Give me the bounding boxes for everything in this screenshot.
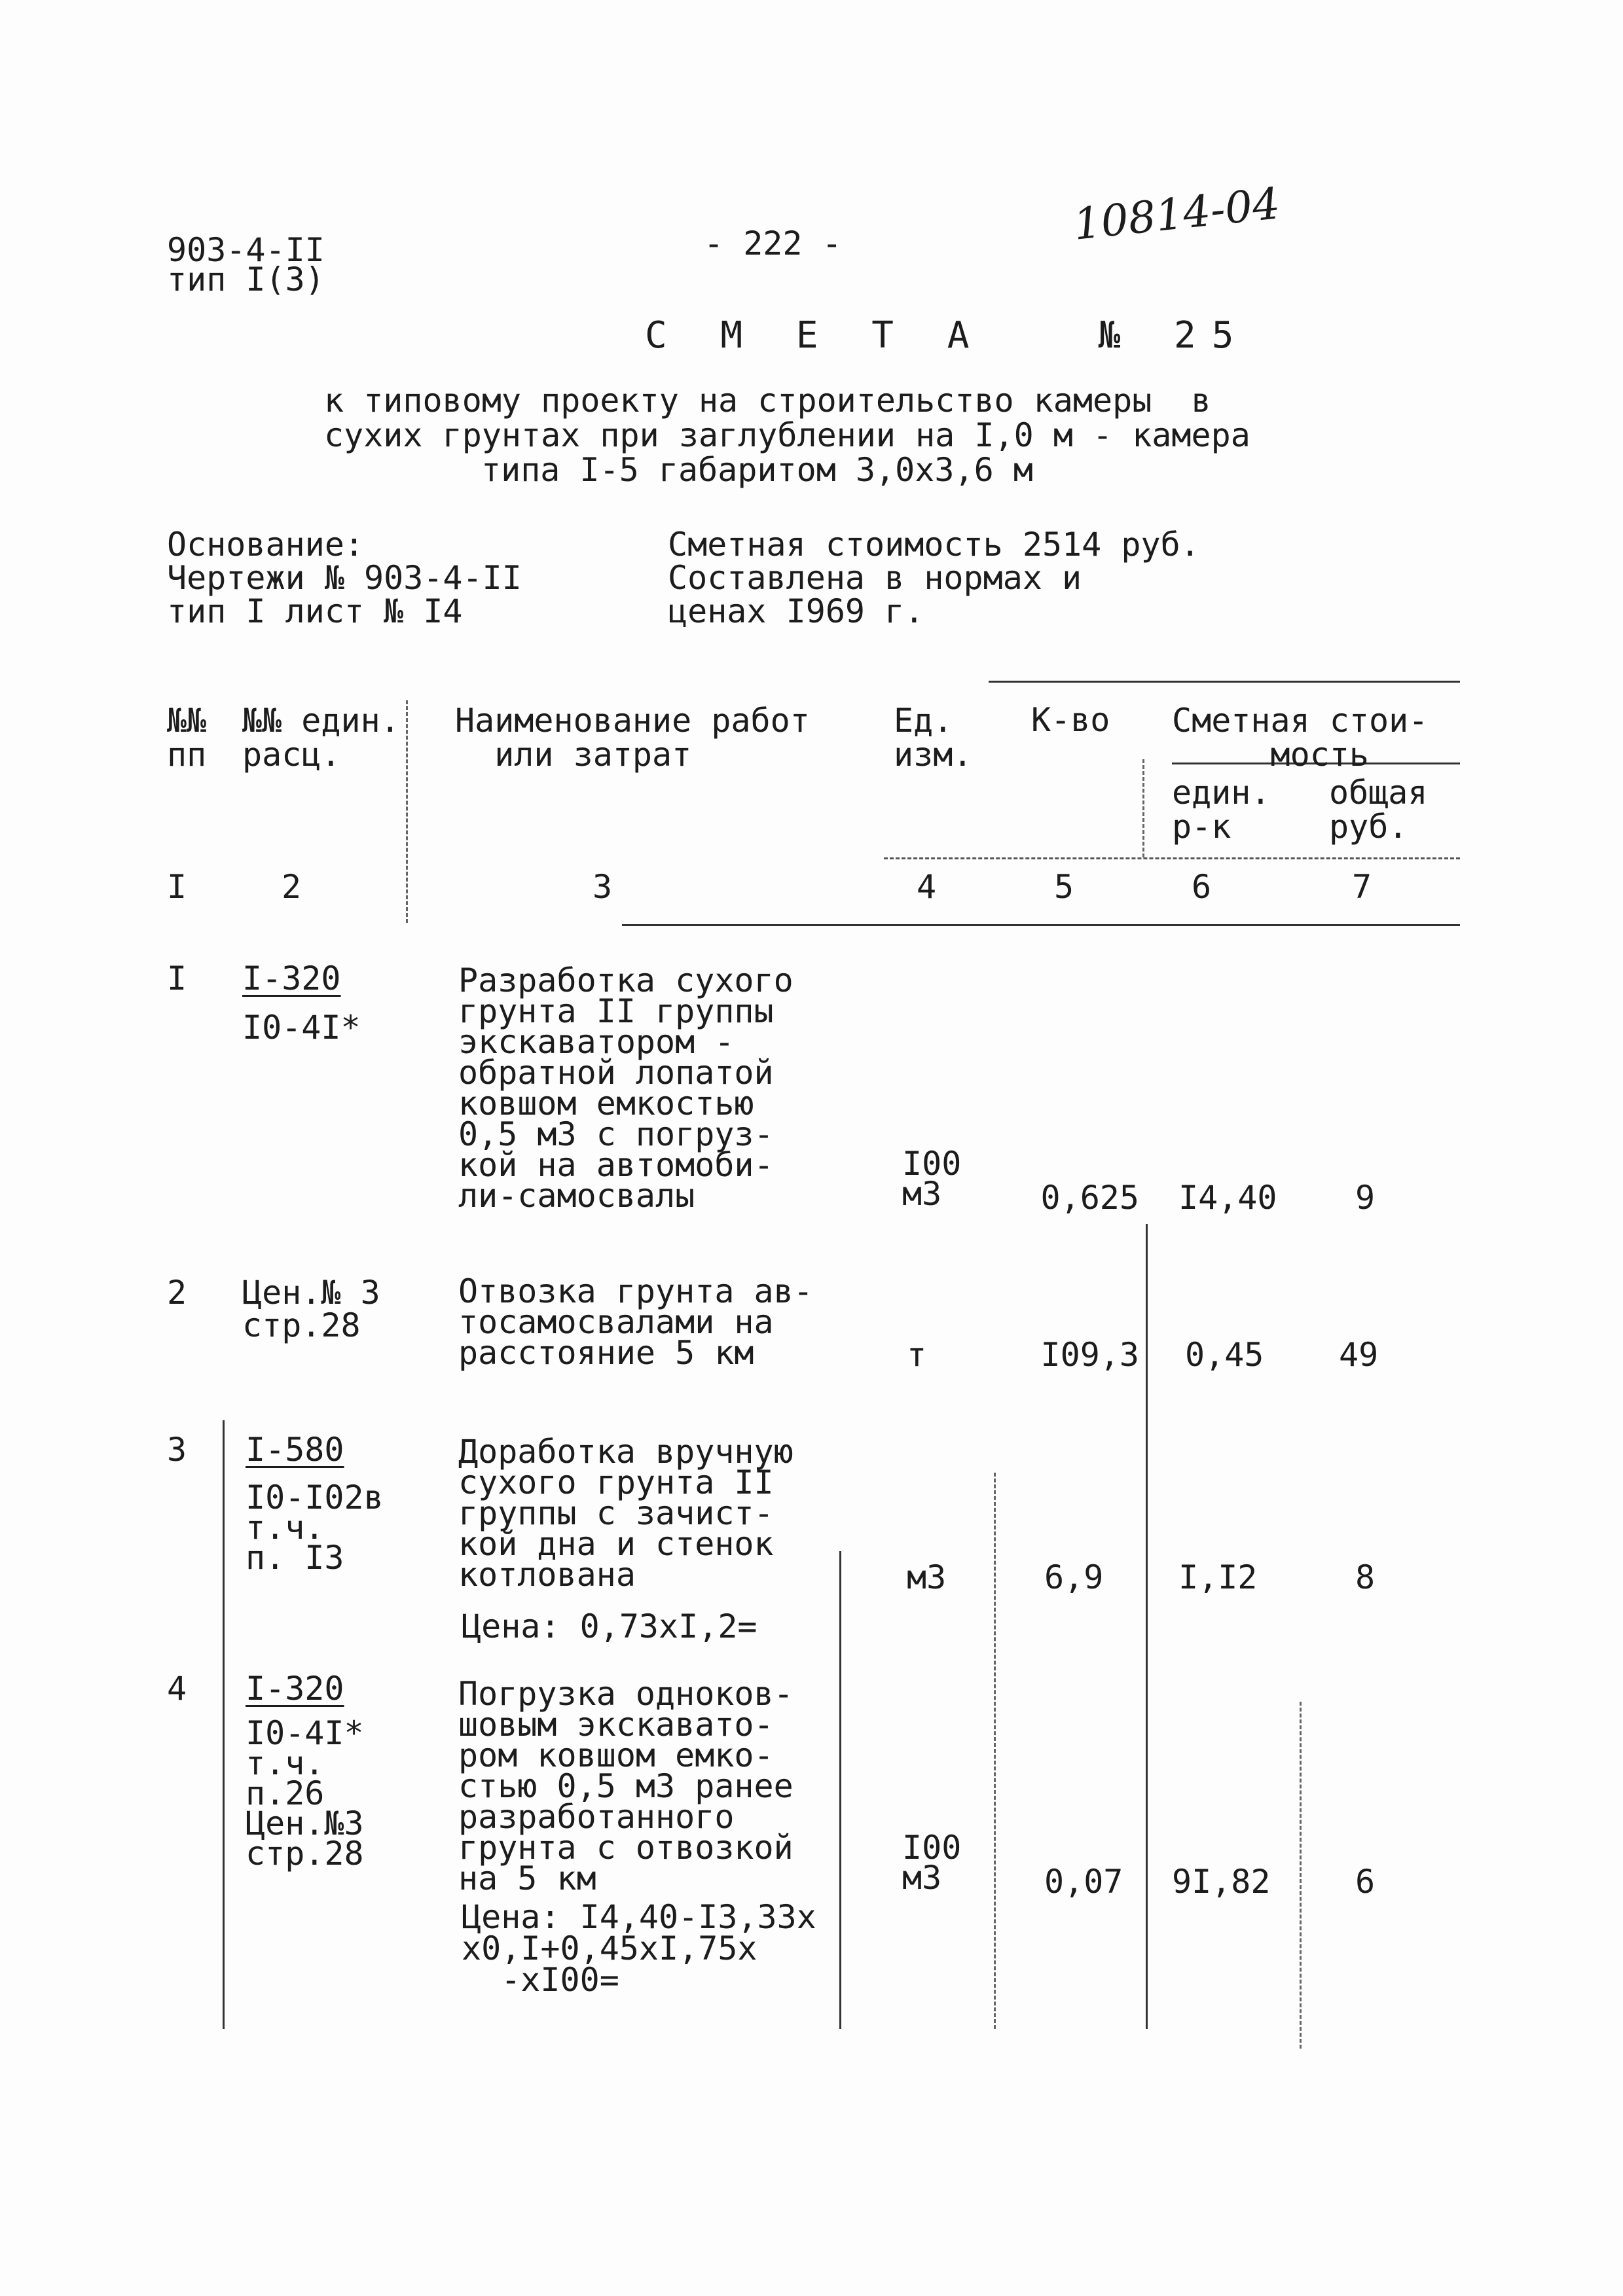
subtitle-line-2: сухих грунтах при заглублении на I,0 м - камера — [324, 416, 1250, 454]
col-header-name: Наименование работ или затрат — [455, 702, 810, 774]
qty-column-line — [1146, 1224, 1148, 2029]
col-number-2: 2 — [282, 868, 302, 906]
col-number-7: 7 — [1352, 868, 1372, 906]
row-1-unit-price: I4,40 — [1178, 1179, 1277, 1217]
row-2-name: Отвозка грунта ав- тосамосвалами на расстояние 5 км — [458, 1272, 813, 1372]
subtitle-line-1: к типовому проекту на строительство камеры в — [324, 382, 1211, 420]
row-4-name: Погрузка одноков- шовым экскавато- ром ковшом емко- стью 0,5 м3 ранее разработанного грунта с отвозкой на 5 км — [458, 1675, 793, 1897]
col-header-total: общая руб. — [1329, 774, 1428, 846]
col-number-3: 3 — [593, 868, 613, 906]
col-header-unit: Ед. изм. — [894, 702, 973, 774]
col-header-cost: Сметная стои- мость — [1172, 702, 1429, 774]
row-2-unit-price: 0,45 — [1185, 1336, 1264, 1374]
row-1-code-detail: I0-4I* — [242, 1009, 361, 1047]
row-3-code: I-580 — [246, 1431, 344, 1469]
prices-year: ценах I969 г. — [668, 592, 924, 630]
basis-drawings: Чертежи № 903-4-II — [167, 559, 522, 597]
col-number-5: 5 — [1054, 868, 1074, 906]
col-number-1: I — [167, 868, 187, 906]
row-3-price-note: Цена: 0,73хI,2= — [462, 1607, 757, 1645]
row-1-number: I — [167, 960, 187, 997]
row-2-quantity: I09,3 — [1040, 1336, 1139, 1374]
row-4-unit: I00 м3 — [902, 1829, 962, 1897]
handwritten-number: 10814-04 — [1070, 178, 1283, 250]
row-4-unit-price: 9I,82 — [1172, 1863, 1271, 1901]
row-4-code-detail: I0-4I* т.ч. п.26 Цен.№3 стр.28 — [246, 1714, 364, 1873]
row-4-code: I-320 — [246, 1670, 344, 1708]
col-header-num: №№ пп — [167, 702, 207, 774]
row-2-code-detail: стр.28 — [242, 1306, 361, 1344]
row-4-number: 4 — [167, 1670, 187, 1708]
unit-column-line — [994, 1473, 996, 2029]
col-header-qty: К-во — [1031, 701, 1110, 739]
row-2-unit: т — [907, 1336, 927, 1374]
row-3-unit-price: I,I2 — [1178, 1558, 1258, 1596]
estimated-cost: Сметная стоимость 2514 руб. — [668, 526, 1200, 564]
norms-note: Составлена в нормах и — [668, 559, 1082, 597]
row-2-total: 49 — [1339, 1336, 1379, 1374]
basis-label: Основание: — [167, 526, 365, 564]
left-vertical-line — [223, 1420, 225, 2029]
subtitle-line-3: типа I-5 габаритом 3,0х3,6 м — [481, 451, 1033, 489]
document-code: 903-4-II — [167, 231, 325, 269]
row-1-unit: I00 м3 — [902, 1145, 962, 1213]
row-3-quantity: 6,9 — [1044, 1558, 1104, 1596]
row-3-unit: м3 — [907, 1558, 947, 1596]
row-4-quantity: 0,07 — [1044, 1863, 1123, 1901]
document-title: С М Е Т А № 25 — [645, 314, 1250, 357]
header-cost-divider — [1142, 759, 1144, 857]
price-column-line — [1300, 1702, 1302, 2049]
row-1-total: 9 — [1355, 1179, 1376, 1217]
row-1-quantity: 0,625 — [1040, 1179, 1139, 1217]
row-4-price-note: Цена: I4,40-I3,33х х0,I+0,45хI,75х -хI00= — [462, 1898, 816, 1999]
row-3-number: 3 — [167, 1431, 187, 1469]
row-4-total: 6 — [1355, 1863, 1376, 1901]
row-3-code-detail: I0-I02в т.ч. п. I3 — [246, 1479, 384, 1577]
row-3-name: Доработка вручную сухого грунта II группы с зачист- кой дна и стенок котлована — [458, 1433, 793, 1594]
header-column-divider — [406, 700, 408, 923]
row-3-total: 8 — [1355, 1558, 1376, 1596]
col-header-code: №№ един. расц. — [242, 702, 400, 774]
col-header-unit-price: един. р-к — [1172, 774, 1271, 846]
column-number-line — [622, 924, 1460, 926]
col-number-6: 6 — [1192, 868, 1212, 906]
basis-sheet: тип I лист № I4 — [167, 592, 463, 630]
row-2-number: 2 — [167, 1274, 187, 1312]
row-2-code: Цен.№ 3 — [242, 1274, 380, 1312]
page-number: - 222 - — [704, 224, 842, 262]
col-number-4: 4 — [917, 868, 937, 906]
row-1-code: I-320 — [242, 960, 341, 997]
row-1-name: Разработка сухого грунта II группы экскаватором - обратной лопатой ковшом емкостью 0,5 м3 с погруз- кой на автомоби- ли-самосвалы — [458, 961, 793, 1215]
document-type: тип I(3) — [167, 260, 325, 298]
header-divider-line — [884, 857, 1460, 859]
header-top-line — [989, 681, 1460, 683]
name-column-line — [839, 1551, 841, 2029]
